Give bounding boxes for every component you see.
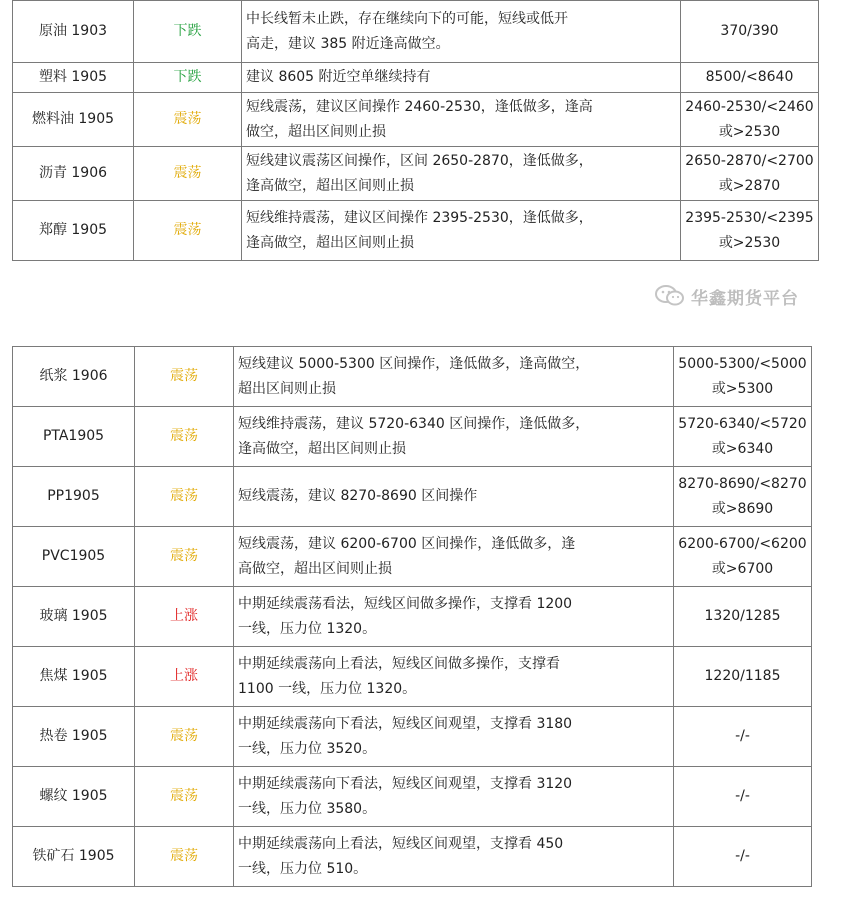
instrument-name: 塑料 1905 bbox=[13, 63, 134, 93]
advice-line: 逢高做空，超出区间则止损 bbox=[246, 177, 414, 194]
table-row bbox=[13, 587, 812, 647]
instrument-name: 燃料油 1905 bbox=[13, 93, 134, 147]
advice-cell bbox=[234, 767, 674, 827]
trend-cell bbox=[135, 647, 234, 707]
instrument-name: 铁矿石 1905 bbox=[13, 827, 135, 887]
trend-label: 上涨 bbox=[170, 668, 198, 684]
price-range-line: 2395-2530/<2395 bbox=[685, 209, 814, 226]
price-range-line: 1220/1185 bbox=[704, 668, 781, 684]
trend-cell bbox=[134, 1, 242, 63]
advice-line: 逢高做空，超出区间则止损 bbox=[246, 234, 414, 251]
trend-cell bbox=[134, 93, 242, 147]
trend-cell bbox=[135, 587, 234, 647]
price-range-line: 或>2870 bbox=[718, 177, 781, 194]
trend-cell bbox=[135, 407, 234, 467]
instrument-name: PP1905 bbox=[13, 467, 135, 527]
price-range-line: 或>6700 bbox=[711, 560, 774, 577]
advice-cell bbox=[242, 1, 681, 63]
trend-cell bbox=[134, 147, 242, 201]
trend-cell bbox=[135, 767, 234, 827]
price-range-line: 或>2530 bbox=[718, 123, 781, 140]
table-row bbox=[13, 767, 812, 827]
table-row bbox=[13, 707, 812, 767]
table-row bbox=[13, 147, 819, 201]
price-range-cell bbox=[681, 147, 819, 201]
watermark bbox=[655, 284, 799, 308]
trend-cell bbox=[134, 201, 242, 261]
trend-label: 震荡 bbox=[170, 548, 198, 564]
price-range-line: 8270-8690/<8270 bbox=[678, 475, 807, 492]
trend-label: 震荡 bbox=[170, 788, 198, 804]
price-range-line: 或>6340 bbox=[711, 440, 774, 457]
advice-line: 中期延续震荡向下看法，短线区间观望，支撑看 3180 bbox=[238, 715, 573, 732]
trend-cell bbox=[135, 467, 234, 527]
table-row bbox=[13, 527, 812, 587]
trend-cell bbox=[134, 63, 242, 93]
instrument-name: 纸浆 1906 bbox=[13, 347, 135, 407]
advice-line: 超出区间则止损 bbox=[238, 380, 336, 397]
advice-line: 中期延续震荡向下看法，短线区间观望，支撑看 3120 bbox=[238, 775, 573, 792]
trend-cell bbox=[135, 827, 234, 887]
advice-line: 高做空，超出区间则止损 bbox=[238, 560, 392, 577]
table-row bbox=[13, 647, 812, 707]
table-row bbox=[13, 407, 812, 467]
instrument-name: 焦煤 1905 bbox=[13, 647, 135, 707]
advice-cell bbox=[234, 467, 674, 527]
price-range-cell bbox=[674, 827, 812, 887]
price-range-cell bbox=[674, 587, 812, 647]
advice-cell bbox=[242, 93, 681, 147]
instrument-name: 玻璃 1905 bbox=[13, 587, 135, 647]
price-range-line: 2460-2530/<2460 bbox=[685, 98, 814, 115]
instrument-name: 热卷 1905 bbox=[13, 707, 135, 767]
advice-line: 高走，建议 385 附近逢高做空。 bbox=[246, 35, 450, 52]
trend-cell bbox=[135, 527, 234, 587]
price-range-cell bbox=[674, 527, 812, 587]
price-range-cell bbox=[681, 201, 819, 261]
advice-cell bbox=[242, 201, 681, 261]
table-row bbox=[13, 827, 812, 887]
price-range-line: -/- bbox=[735, 728, 750, 744]
advice-line: 中期延续震荡看法，短线区间做多操作，支撑看 1200 bbox=[238, 595, 573, 612]
advice-line: 一线，压力位 3520。 bbox=[238, 740, 377, 757]
trend-label: 震荡 bbox=[173, 222, 202, 238]
advice-line: 中期延续震荡向上看法，短线区间做多操作，支撑看 bbox=[238, 655, 560, 672]
strategy-table-top bbox=[12, 0, 819, 261]
price-range-line: 2650-2870/<2700 bbox=[685, 152, 814, 169]
price-range-cell bbox=[674, 467, 812, 527]
advice-line: 一线，压力位 510。 bbox=[238, 860, 368, 877]
trend-label: 上涨 bbox=[170, 608, 198, 624]
price-range-line: 370/390 bbox=[720, 23, 779, 39]
table-row bbox=[13, 93, 819, 147]
advice-cell bbox=[242, 63, 681, 93]
advice-line: 1100 一线，压力位 1320。 bbox=[238, 680, 417, 697]
instrument-name: 郑醇 1905 bbox=[13, 201, 134, 261]
advice-line: 短线建议震荡区间操作，区间 2650-2870，逢低做多， bbox=[246, 152, 593, 169]
price-range-line: 5000-5300/<5000 bbox=[678, 355, 807, 372]
trend-label: 下跌 bbox=[173, 23, 202, 39]
advice-cell bbox=[234, 407, 674, 467]
watermark-text: 华鑫期货平台 bbox=[691, 288, 799, 309]
advice-cell bbox=[234, 347, 674, 407]
advice-line: 中期延续震荡向上看法，短线区间观望，支撑看 450 bbox=[238, 835, 564, 852]
price-range-line: 1320/1285 bbox=[704, 608, 781, 624]
price-range-line: -/- bbox=[735, 848, 750, 864]
price-range-cell bbox=[674, 347, 812, 407]
trend-label: 震荡 bbox=[170, 368, 198, 384]
instrument-name: PTA1905 bbox=[13, 407, 135, 467]
instrument-name: 原油 1903 bbox=[13, 1, 134, 63]
trend-label: 震荡 bbox=[170, 428, 198, 444]
instrument-name: 螺纹 1905 bbox=[13, 767, 135, 827]
advice-line: 一线，压力位 3580。 bbox=[238, 800, 377, 817]
price-range-line: 6200-6700/<6200 bbox=[678, 535, 807, 552]
price-range-line: 或>5300 bbox=[711, 380, 774, 397]
price-range-line: -/- bbox=[735, 788, 750, 804]
advice-line: 短线震荡，建议 6200-6700 区间操作，逢低做多，逢 bbox=[238, 535, 576, 552]
price-range-cell bbox=[674, 407, 812, 467]
trend-label: 震荡 bbox=[173, 165, 202, 181]
advice-cell bbox=[234, 527, 674, 587]
advice-line: 做空，超出区间则止损 bbox=[246, 123, 386, 140]
trend-label: 下跌 bbox=[173, 69, 202, 85]
advice-line: 建议 8605 附近空单继续持有 bbox=[246, 69, 431, 85]
advice-line: 短线维持震荡，建议区间操作 2395-2530，逢低做多， bbox=[246, 209, 593, 226]
price-range-cell bbox=[681, 63, 819, 93]
strategy-table-bottom bbox=[12, 346, 812, 887]
table-body bbox=[13, 347, 812, 887]
table-row bbox=[13, 201, 819, 261]
advice-line: 短线震荡，建议区间操作 2460-2530，逢低做多，逢高 bbox=[246, 98, 593, 115]
price-range-cell bbox=[674, 647, 812, 707]
trend-cell bbox=[135, 347, 234, 407]
price-range-cell bbox=[674, 707, 812, 767]
price-range-line: 5720-6340/<5720 bbox=[678, 415, 807, 432]
advice-line: 短线建议 5000-5300 区间操作，逢低做多，逢高做空， bbox=[238, 355, 590, 372]
price-range-cell bbox=[681, 93, 819, 147]
advice-cell bbox=[242, 147, 681, 201]
price-range-line: 或>2530 bbox=[718, 234, 781, 251]
trend-label: 震荡 bbox=[170, 728, 198, 744]
trend-label: 震荡 bbox=[170, 848, 198, 864]
table-row bbox=[13, 63, 819, 93]
table-body bbox=[13, 1, 819, 261]
price-range-line: 或>8690 bbox=[711, 500, 774, 517]
price-range-line: 8500/<8640 bbox=[705, 69, 794, 85]
table-row bbox=[13, 347, 812, 407]
advice-line: 短线维持震荡，建议 5720-6340 区间操作，逢低做多， bbox=[238, 415, 590, 432]
instrument-name: 沥青 1906 bbox=[13, 147, 134, 201]
price-range-cell bbox=[674, 767, 812, 827]
instrument-name: PVC1905 bbox=[13, 527, 135, 587]
advice-cell bbox=[234, 587, 674, 647]
wechat-icon bbox=[655, 285, 685, 307]
trend-cell bbox=[135, 707, 234, 767]
advice-cell bbox=[234, 647, 674, 707]
trend-label: 震荡 bbox=[170, 488, 198, 504]
table-row bbox=[13, 467, 812, 527]
advice-line: 一线，压力位 1320。 bbox=[238, 620, 377, 637]
advice-line: 逢高做空，超出区间则止损 bbox=[238, 440, 406, 457]
advice-line: 短线震荡，建议 8270-8690 区间操作 bbox=[238, 488, 478, 504]
advice-line: 中长线暂未止跌，存在继续向下的可能，短线或低开 bbox=[246, 10, 568, 27]
price-range-cell bbox=[681, 1, 819, 63]
advice-cell bbox=[234, 827, 674, 887]
advice-cell bbox=[234, 707, 674, 767]
trend-label: 震荡 bbox=[173, 111, 202, 127]
table-row bbox=[13, 1, 819, 63]
